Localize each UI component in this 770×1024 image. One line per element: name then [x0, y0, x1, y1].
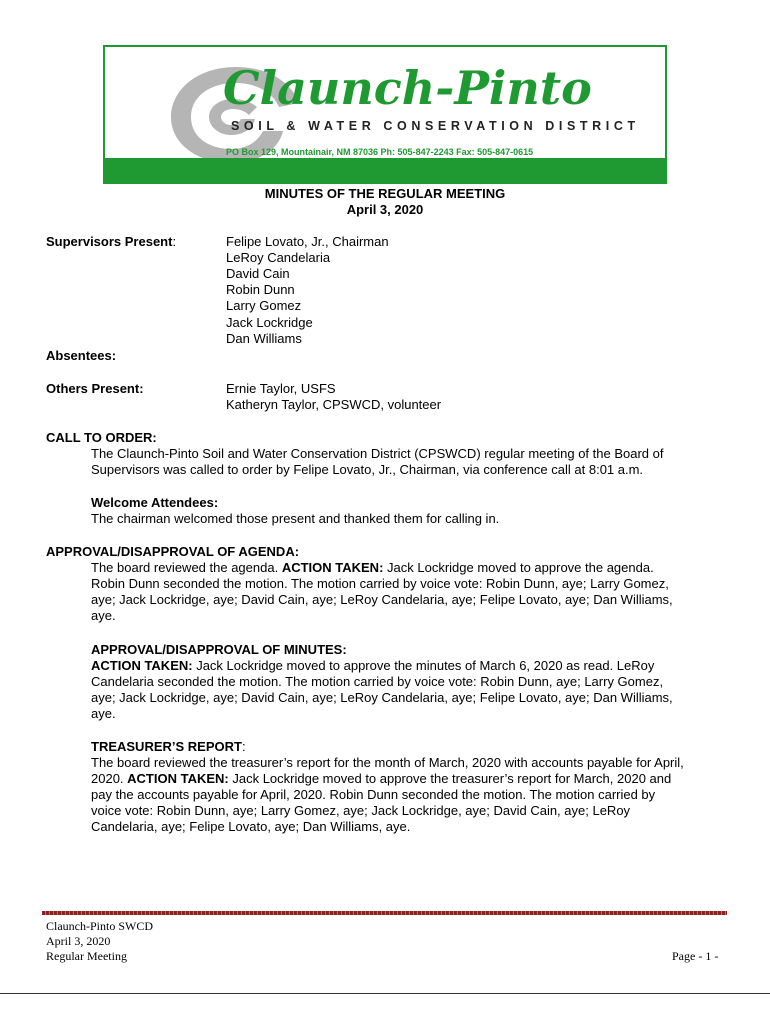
- treasurer-heading: TREASURER’S REPORT:: [91, 739, 246, 754]
- supervisor-name: Jack Lockridge: [226, 315, 313, 330]
- agenda-text: Robin Dunn seconded the motion. The motion carried by voice vote: Robin Dunn, aye; Larry Gomez,: [91, 576, 669, 591]
- minutes-text: aye.: [91, 706, 116, 721]
- call-to-order-text: Supervisors was called to order by Felipe Lovato, Jr., Chairman, via conference call at 8:01 a.m.: [91, 462, 644, 477]
- supervisor-name: David Cain: [226, 266, 290, 281]
- agenda-heading: APPROVAL/DISAPPROVAL OF AGENDA:: [46, 544, 300, 559]
- supervisor-name: Larry Gomez: [226, 298, 302, 313]
- document-title: MINUTES OF THE REGULAR MEETING: [264, 186, 506, 201]
- footer-meeting-type: Regular Meeting: [46, 949, 127, 963]
- others-present-label: Others Present:: [46, 381, 144, 396]
- district-name-logo: Claunch-Pinto: [223, 61, 592, 115]
- minutes-text: Candelaria seconded the motion. The motion carried by voice vote: Robin Dunn, aye; Larry Gomez,: [91, 674, 664, 689]
- treasurer-text: Candelaria, aye; Felipe Lovato, aye; Dan Williams, aye.: [91, 819, 411, 834]
- footer-org: Claunch-Pinto SWCD: [46, 919, 153, 933]
- minutes-text: ACTION TAKEN: Jack Lockridge moved to approve the minutes of March 6, 2020 as read. LeRoy: [91, 658, 655, 673]
- footer-divider: [42, 911, 727, 915]
- call-to-order-heading: CALL TO ORDER:: [46, 430, 157, 445]
- minutes-text: aye; Jack Lockridge, aye; David Cain, aye; LeRoy Candelaria, aye; Felipe Lovato, aye; Dan Williams,: [91, 690, 673, 705]
- supervisor-name: Robin Dunn: [226, 282, 295, 297]
- supervisors-present-label: Supervisors Present:: [46, 234, 177, 249]
- treasurer-text: The board reviewed the treasurer’s report for the month of March, 2020 with accounts payable for April,: [91, 755, 684, 770]
- page-number: Page - 1 -: [672, 949, 719, 963]
- other-attendee: Ernie Taylor, USFS: [226, 381, 336, 396]
- page-bottom-edge: [0, 993, 770, 994]
- supervisor-name: LeRoy Candelaria: [226, 250, 331, 265]
- welcome-heading: Welcome Attendees:: [91, 495, 219, 510]
- meeting-date: April 3, 2020: [346, 202, 424, 217]
- welcome-text: The chairman welcomed those present and thanked them for calling in.: [91, 511, 500, 526]
- supervisor-name: Dan Williams: [226, 331, 302, 346]
- letterhead-green-bar: [105, 158, 665, 182]
- absentees-label: Absentees:: [46, 348, 117, 363]
- footer-date: April 3, 2020: [46, 934, 111, 948]
- agenda-text: aye.: [91, 608, 116, 623]
- call-to-order-text: The Claunch-Pinto Soil and Water Conservation District (CPSWCD) regular meeting of the Board of: [91, 446, 664, 461]
- treasurer-text: pay the accounts payable for April, 2020. Robin Dunn seconded the motion. The motion carried by: [91, 787, 656, 802]
- agenda-text: The board reviewed the agenda. ACTION TAKEN: Jack Lockridge moved to approve the agenda.: [91, 560, 654, 575]
- minutes-heading: APPROVAL/DISAPPROVAL OF MINUTES:: [91, 642, 347, 657]
- district-contact-info: PO Box 129, Mountainair, NM 87036 Ph: 505-847-2243 Fax: 505-847-0615: [226, 147, 534, 157]
- treasurer-text: voice vote: Robin Dunn, aye; Larry Gomez, aye; Jack Lockridge, aye; David Cain, aye; LeRoy: [91, 803, 631, 818]
- agenda-text: aye; Jack Lockridge, aye; David Cain, aye; LeRoy Candelaria, aye; Felipe Lovato, aye; Dan Williams,: [91, 592, 673, 607]
- supervisor-name: Felipe Lovato, Jr., Chairman: [226, 234, 389, 249]
- letterhead: [103, 45, 667, 184]
- treasurer-text: 2020. ACTION TAKEN: Jack Lockridge moved to approve the treasurer’s report for March, 2020 and: [91, 771, 672, 786]
- other-attendee: Katheryn Taylor, CPSWCD, volunteer: [226, 397, 442, 412]
- district-subtitle: SOIL & WATER CONSERVATION DISTRICT: [231, 119, 640, 133]
